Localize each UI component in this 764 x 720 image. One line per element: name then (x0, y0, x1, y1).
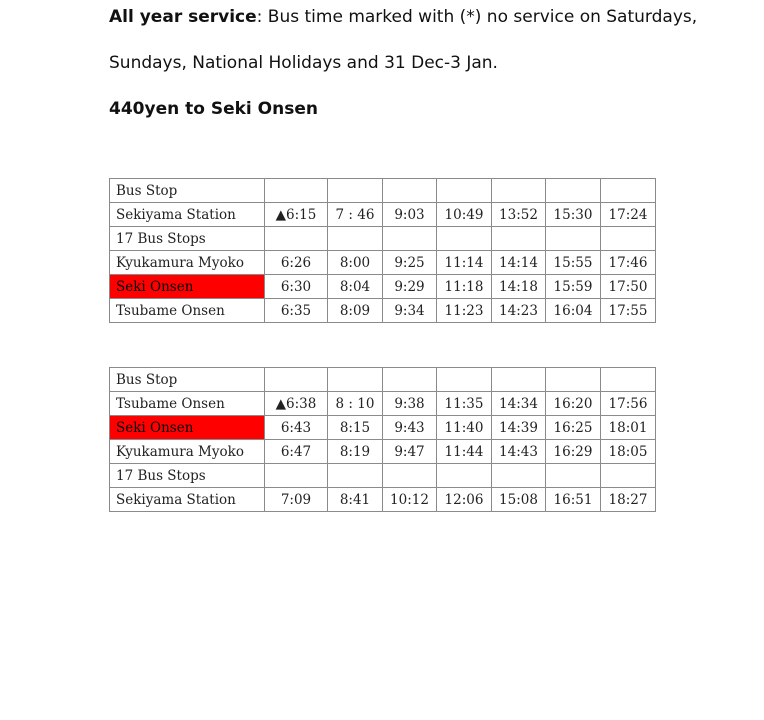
table-row (110, 203, 656, 227)
departure-time: 17:56 (601, 392, 656, 416)
departure-time: 16:04 (546, 299, 601, 323)
departure-time (601, 368, 656, 392)
departure-time: 8:19 (328, 440, 383, 464)
departure-time (546, 227, 601, 251)
departure-time: 15:30 (546, 203, 601, 227)
departure-time: 9:43 (383, 416, 437, 440)
departure-time: 8:09 (328, 299, 383, 323)
departure-time: 9:03 (383, 203, 437, 227)
departure-time: 6:47 (265, 440, 328, 464)
departure-time: 16:51 (546, 488, 601, 512)
table-row (110, 464, 656, 488)
service-notice-line2: Sundays, National Holidays and 31 Dec-3 Jan. (109, 53, 498, 73)
departure-time (601, 464, 656, 488)
departure-time (265, 179, 328, 203)
departure-time (437, 464, 492, 488)
departure-time: 18:05 (601, 440, 656, 464)
service-notice-line1 (109, 6, 697, 28)
departure-time (492, 368, 546, 392)
bus-stop-name: 17 Bus Stops (110, 464, 265, 488)
departure-time (328, 179, 383, 203)
departure-time: 14:39 (492, 416, 546, 440)
departure-time (601, 179, 656, 203)
table-row (110, 392, 656, 416)
bus-stop-name: Sekiyama Station (110, 203, 265, 227)
bus-stop-name: Bus Stop (110, 368, 265, 392)
departure-time (383, 179, 437, 203)
departure-time: 8:00 (328, 251, 383, 275)
departure-time: 17:50 (601, 275, 656, 299)
table-row (110, 179, 656, 203)
departure-time: 14:14 (492, 251, 546, 275)
service-text: : Bus time marked with (*) no service on Saturdays, (256, 7, 698, 27)
departure-time: 17:55 (601, 299, 656, 323)
departure-time (383, 464, 437, 488)
departure-time (601, 227, 656, 251)
timetable-sekiyama-to-tsubame (109, 178, 656, 323)
bus-stop-name: 17 Bus Stops (110, 227, 265, 251)
fare-heading: 440yen to Seki Onsen (109, 99, 318, 119)
departure-time (265, 464, 328, 488)
bus-stop-name: Tsubame Onsen (110, 392, 265, 416)
departure-time: 11:35 (437, 392, 492, 416)
departure-time: 15:59 (546, 275, 601, 299)
departure-time: 7:09 (265, 488, 328, 512)
departure-time (328, 227, 383, 251)
departure-time: 8:41 (328, 488, 383, 512)
departure-time (492, 179, 546, 203)
departure-time: 16:25 (546, 416, 601, 440)
departure-time: 14:18 (492, 275, 546, 299)
departure-time: ▲6:15 (265, 203, 328, 227)
departure-time (437, 368, 492, 392)
departure-time: 8 : 10 (328, 392, 383, 416)
departure-time: 11:23 (437, 299, 492, 323)
bus-stop-name-highlighted: Seki Onsen (110, 416, 265, 440)
departure-time: 15:08 (492, 488, 546, 512)
departure-time: 17:24 (601, 203, 656, 227)
departure-time: 6:43 (265, 416, 328, 440)
departure-time (437, 227, 492, 251)
departure-time (328, 464, 383, 488)
departure-time: 9:29 (383, 275, 437, 299)
departure-time: 11:18 (437, 275, 492, 299)
departure-time (492, 227, 546, 251)
table-row (110, 227, 656, 251)
departure-time: 14:23 (492, 299, 546, 323)
timetable-tsubame-to-sekiyama (109, 367, 656, 512)
bus-stop-name: Sekiyama Station (110, 488, 265, 512)
departure-time: 10:49 (437, 203, 492, 227)
departure-time (437, 179, 492, 203)
departure-time: 16:20 (546, 392, 601, 416)
bus-stop-name: Tsubame Onsen (110, 299, 265, 323)
bus-stop-name-highlighted: Seki Onsen (110, 275, 265, 299)
bus-stop-name: Bus Stop (110, 179, 265, 203)
departure-time: 7 : 46 (328, 203, 383, 227)
departure-time: 6:35 (265, 299, 328, 323)
departure-time (546, 179, 601, 203)
departure-time (383, 368, 437, 392)
table-row (110, 368, 656, 392)
departure-time: 9:47 (383, 440, 437, 464)
departure-time: 17:46 (601, 251, 656, 275)
departure-time: 11:44 (437, 440, 492, 464)
table-row (110, 251, 656, 275)
departure-time (328, 368, 383, 392)
departure-time: 11:40 (437, 416, 492, 440)
departure-time (546, 464, 601, 488)
departure-time: 9:38 (383, 392, 437, 416)
departure-time: 16:29 (546, 440, 601, 464)
departure-time: 10:12 (383, 488, 437, 512)
table-row (110, 299, 656, 323)
bus-stop-name: Kyukamura Myoko (110, 251, 265, 275)
departure-time (492, 464, 546, 488)
departure-time (546, 368, 601, 392)
departure-time: 6:30 (265, 275, 328, 299)
table-row-highlighted (110, 416, 656, 440)
departure-time: 12:06 (437, 488, 492, 512)
departure-time (383, 227, 437, 251)
departure-time: 11:14 (437, 251, 492, 275)
departure-time: 14:34 (492, 392, 546, 416)
departure-time: 18:27 (601, 488, 656, 512)
departure-time: 18:01 (601, 416, 656, 440)
departure-time: 9:34 (383, 299, 437, 323)
table-row (110, 440, 656, 464)
departure-time: 13:52 (492, 203, 546, 227)
departure-time: 15:55 (546, 251, 601, 275)
departure-time: 9:25 (383, 251, 437, 275)
table-row-highlighted (110, 275, 656, 299)
service-label: All year service (109, 7, 257, 27)
departure-time: 8:04 (328, 275, 383, 299)
bus-stop-name: Kyukamura Myoko (110, 440, 265, 464)
table-row (110, 488, 656, 512)
departure-time (265, 368, 328, 392)
departure-time (265, 227, 328, 251)
departure-time: ▲6:38 (265, 392, 328, 416)
departure-time: 6:26 (265, 251, 328, 275)
departure-time: 14:43 (492, 440, 546, 464)
departure-time: 8:15 (328, 416, 383, 440)
